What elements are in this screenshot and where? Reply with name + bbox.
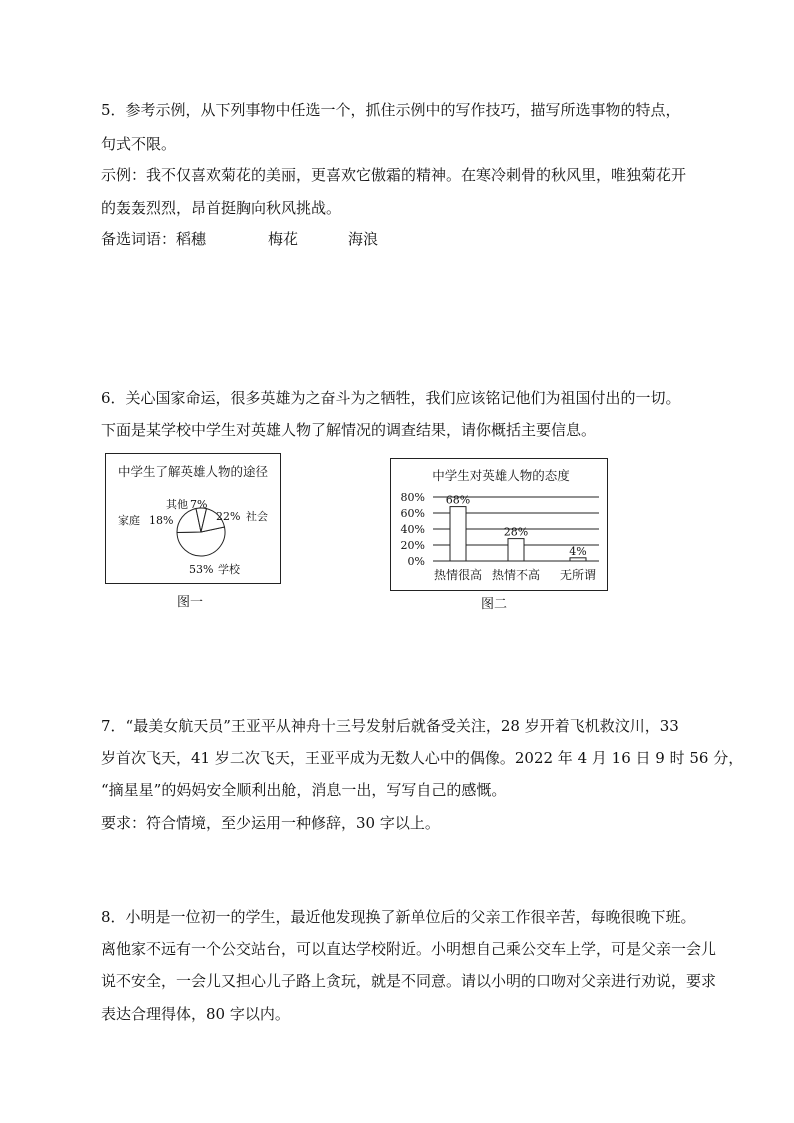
q6-line-2: 下面是某学校中学生对英雄人物了解情况的调查结果，请你概括主要信息。 xyxy=(101,421,597,439)
q8-line-3: 说不安全，一会儿又担心儿子路上贪玩，就是不同意。请以小明的口吻对父亲进行劝说，要求 xyxy=(101,972,717,990)
bar-value-label: 4% xyxy=(569,544,587,558)
bar-categories xyxy=(434,567,596,582)
pie-label-other-value: 7% xyxy=(190,498,208,511)
y-tick-label: 20% xyxy=(400,539,425,552)
bar-热情不高 xyxy=(508,539,524,561)
bar-value-label: 28% xyxy=(503,525,529,539)
q6-line-1: 6．关心国家命运，很多英雄为之奋斗为之牺牲，我们应该铭记他们为祖国付出的一切。 xyxy=(101,389,681,407)
figure-2-caption: 图二 xyxy=(481,597,508,612)
pie-label-society-name: 社会 xyxy=(246,510,268,523)
q7-line-3: “摘星星”的妈妈安全顺利出舱，消息一出，写写自己的感慨。 xyxy=(101,781,507,799)
bar-y-ticks xyxy=(401,491,425,568)
q7-line-1: 7．“最美女航天员”王亚平从神舟十三号发射后就备受关注，28 岁开着飞机救汶川，33 xyxy=(101,717,679,735)
q5-example-line-1: 示例：我不仅喜欢菊花的美丽，更喜欢它傲霜的精神。在寒冷刺骨的秋风里，唯独菊花开 xyxy=(101,166,687,184)
bar-value-label: 68% xyxy=(445,493,471,507)
bar-title: 中学生对英雄人物的态度 xyxy=(432,468,570,483)
bar-category-label: 热情很高 xyxy=(433,568,483,582)
q7-line-2: 岁首次飞天，41 岁二次飞天，王亚平成为无数人心中的偶像。2022 年 4 月 16 日 9 时 56 分， xyxy=(101,749,744,767)
figure-1-pie-chart xyxy=(105,453,281,584)
y-tick-label: 80% xyxy=(400,491,425,504)
option-2: 梅花 xyxy=(268,230,299,248)
q5-example-line-2: 的轰轰烈烈，昂首挺胸向秋风挑战。 xyxy=(101,199,342,217)
q5-line-2: 句式不限。 xyxy=(101,135,177,153)
pie-label-family-value: 18% xyxy=(149,514,174,527)
pie-title: 中学生了解英雄人物的途径 xyxy=(117,464,269,479)
option-1: 稻穗 xyxy=(176,230,207,248)
option-3: 海浪 xyxy=(348,230,379,248)
bar-chart-svg xyxy=(391,459,607,590)
q7-requirement: 要求：符合情境，至少运用一种修辞，30 字以上。 xyxy=(101,814,440,832)
bar-marks xyxy=(446,494,587,561)
y-tick-label: 60% xyxy=(400,507,425,520)
pie-chart-svg xyxy=(106,454,280,583)
pie-label-family-name: 家庭 xyxy=(118,514,140,527)
figure-1-caption: 图一 xyxy=(177,595,204,610)
q8-line-1: 8．小明是一位初一的学生，最近他发现换了新单位后的父亲工作很辛苦，每晚很晚下班。 xyxy=(101,908,696,926)
bar-无所谓 xyxy=(570,558,586,561)
pie-label-school-name: 学校 xyxy=(218,563,240,576)
bar-category-label: 热情不高 xyxy=(491,568,541,582)
figure-2-bar-chart xyxy=(390,458,608,591)
y-tick-label: 40% xyxy=(400,523,425,536)
q8-line-4: 表达合理得体，80 字以内。 xyxy=(101,1005,290,1023)
options-label: 备选词语： xyxy=(101,230,177,248)
q8-line-2: 离他家不远有一个公交站台，可以直达学校附近。小明想自己乘公交车上学，可是父亲一会儿 xyxy=(101,940,717,958)
q5-line-1: 5．参考示例，从下列事物中任选一个，抓住示例中的写作技巧，描写所选事物的特点， xyxy=(101,101,681,119)
bar-热情很高 xyxy=(450,507,466,561)
pie-label-school-value: 53% xyxy=(189,563,214,576)
y-tick-label: 0% xyxy=(407,555,425,568)
pie-label-other-name: 其他 xyxy=(166,498,188,511)
pie-label-society-value: 22% xyxy=(216,510,241,523)
bar-category-label: 无所谓 xyxy=(559,568,597,582)
q5-options xyxy=(101,222,731,256)
